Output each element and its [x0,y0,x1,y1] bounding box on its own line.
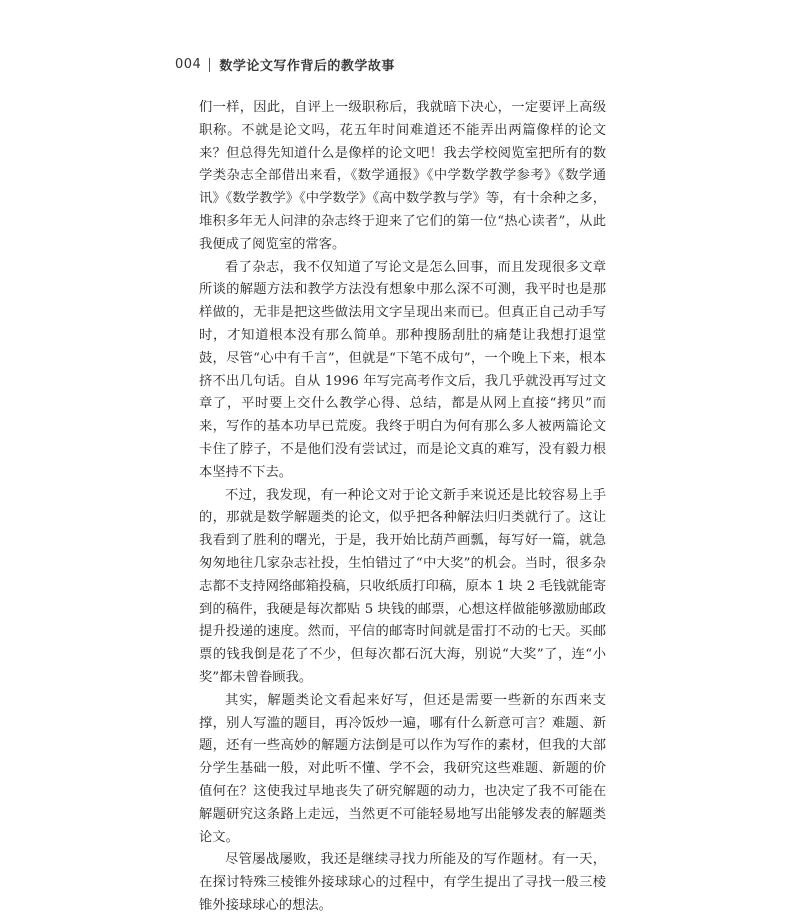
paragraph: 其实，解题类论文看起来好写，但还是需要一些新的东西来支撑，别人写滥的题目，再冷饭炒一遍，哪有什么新意可言？难题、新题，还有一些高妙的解题方法倒是可以作为写作的素材，但我的大部分学生基础一般，对此听不懂、学不会，我研究这些难题、新题的价值何在？这使我过早地丧失了研究解题的动力，也决定了我不可能在解题研究这条路上走远，当然更不可能轻易地写出能够发表的解题类论文。 [199,692,606,845]
paragraph: 尽管屡战屡败，我还是继续寻找力所能及的写作题材。有一天，在探讨特殊三棱锥外接球球心的过程中，有学生提出了寻找一般三棱锥外接球球心的想法。 [199,852,606,913]
body-text [199,97,606,918]
header-divider [209,58,210,72]
paragraph: 们一样，因此，自评上一级职称后，我就暗下决心，一定要评上高级职称。不就是论文吗，花五年时间难道还不能弄出两篇像样的论文来？但总得先知道什么是像样的论文吧！我去学校阅览室把所有的数学类杂志全部借出来看，《数学通报》《中学数学教学参考》《数学通讯》《数学教学》《中学数学》《高中数学教与学》等，有十余种之多，堆积多年无人问津的杂志终于迎来了它们的第一位“热心读者”，从此我便成了阅览室的常客。 [199,100,606,252]
paragraph: 看了杂志，我不仅知道了写论文是怎么回事，而且发现很多文章所谈的解题方法和教学方法没有想象中那么深不可测，我平时也是那样做的，无非是把这些做法用文字呈现出来而已。但真正自己动手写时，才知道根本没有那么简单。那种搜肠刮肚的痛楚让我想打退堂鼓，尽管“心中有千言”，但就是“下笔不成句”，一个晚上下来，根本挤不出几句话。自从 1996 年写完高考作文后，我几乎就没再写过文章了，平时要上交什么教学心得、总结，都是从网上直接“拷贝”而来，写作的基本功早已荒废。我终于明白为何有那么多人被两篇论文卡住了脖子，不是他们没有尝试过，而是论文真的难写，没有毅力根本坚持不下去。 [199,259,606,480]
page-header [175,55,395,74]
page-number: 004 [175,57,202,72]
paragraph: 不过，我发现，有一种论文对于论文新手来说还是比较容易上手的，那就是数学解题类的论文，似乎把各种解法归归类就行了。这让我看到了胜利的曙光，于是，我开始比葫芦画瓢，每写好一篇，就急匆匆地往几家杂志社投，生怕错过了“中大奖”的机会。当时，很多杂志都不支持网络邮箱投稿，只收纸质打印稿，原本 1 块 2 毛钱就能寄到的稿件，我硬是每次都贴 5 块钱的邮票，心想这样做能够激励邮政提升投递的速度。然而，平信的邮寄时间就是雷打不动的七天。买邮票的钱我倒是花了不少，但每次都石沉大海，别说“大奖”了，连“小奖”都未曾眷顾我。 [199,487,606,685]
running-title: 数学论文写作背后的教学故事 [219,59,395,74]
